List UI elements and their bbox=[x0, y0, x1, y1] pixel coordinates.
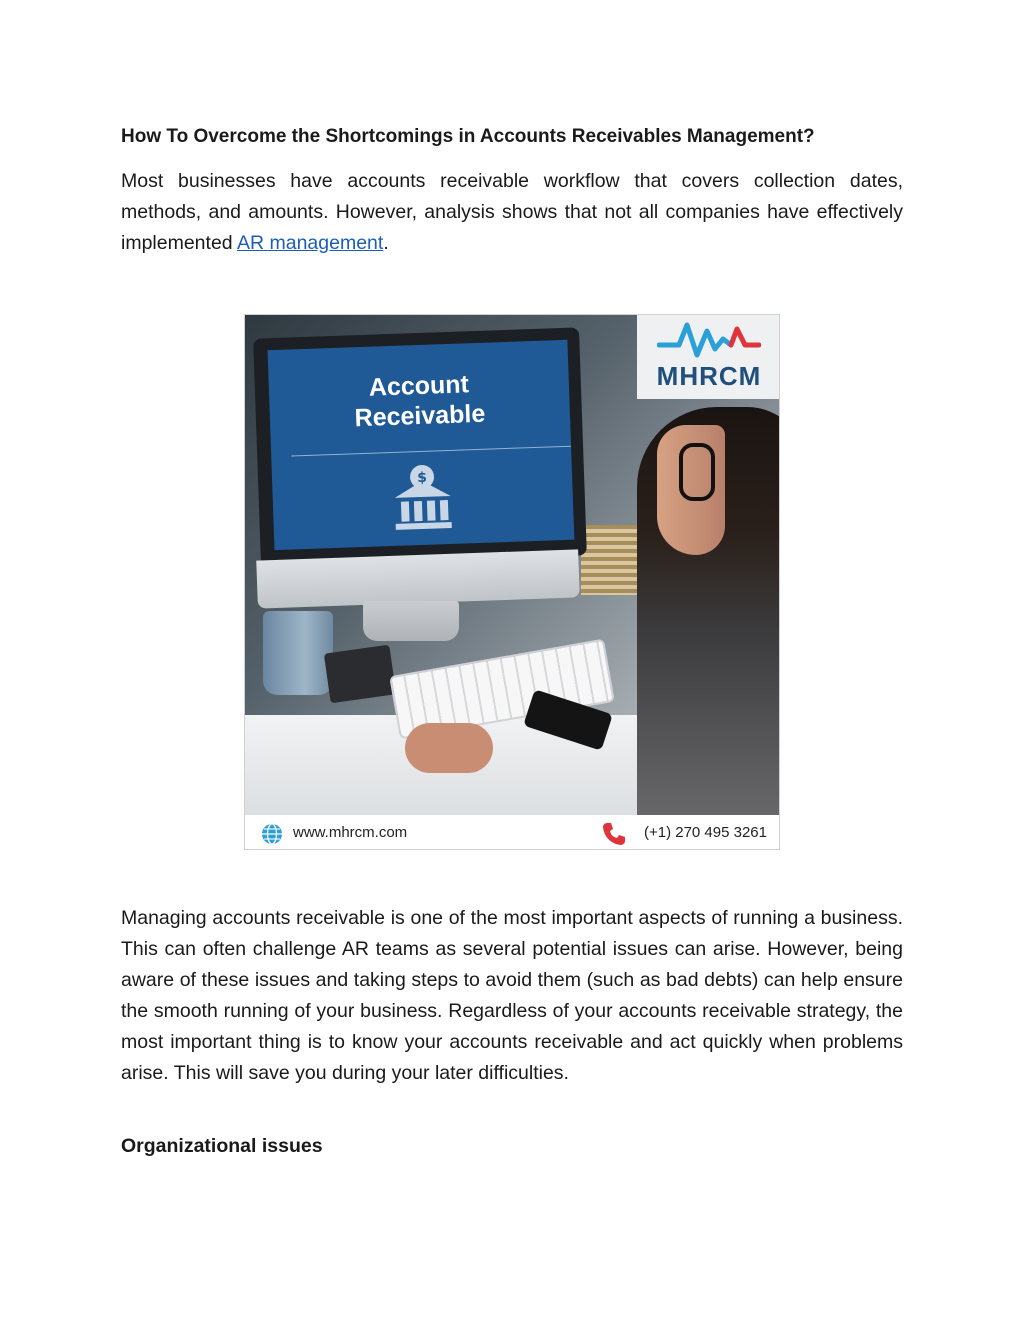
website-url: www.mhrcm.com bbox=[293, 824, 408, 841]
bank-icon bbox=[390, 462, 456, 534]
mhrcm-logo bbox=[637, 315, 780, 399]
promo-image bbox=[244, 314, 780, 850]
monitor-stand bbox=[363, 601, 459, 641]
logo-text: MHRCM bbox=[656, 361, 762, 391]
monitor bbox=[253, 327, 587, 566]
intro-end: . bbox=[383, 232, 389, 254]
screen-title: Account Receivable bbox=[354, 370, 486, 433]
screen-divider bbox=[291, 446, 571, 457]
intro-text: Most businesses have accounts receivable workflow that covers collection dates, methods, and amounts. However, analysis shows that not all companies have effectively implemented bbox=[121, 170, 903, 254]
globe-icon bbox=[261, 823, 283, 845]
intro-paragraph bbox=[121, 166, 903, 259]
mhrcm-logo-mark bbox=[657, 321, 761, 359]
image-footer bbox=[245, 815, 780, 850]
monitor-screen bbox=[268, 340, 575, 550]
headset-icon bbox=[679, 443, 715, 501]
coffee-mug bbox=[263, 611, 333, 695]
phone-number: (+1) 270 495 3261 bbox=[643, 824, 767, 841]
article-heading: How To Overcome the Shortcomings in Accounts Receivables Management? bbox=[121, 126, 815, 147]
svg-text:$: $ bbox=[416, 469, 428, 487]
calculator bbox=[324, 645, 396, 704]
body-paragraph: Managing accounts receivable is one of the most important aspects of running a business. This can often challenge AR teams as several potential issues can arise. However, being aware of these issues and taking steps to avoid them (such as bad debts) can help ensure the smooth running of your business. Regardless of your accounts receivable strategy, the most important thing is to know your accounts receivable and act quickly when problems arise. This will save you during your later difficulties. bbox=[121, 907, 903, 1084]
section-subheading: Organizational issues bbox=[121, 1135, 323, 1157]
hand bbox=[405, 723, 493, 773]
ar-management-link[interactable]: AR management bbox=[236, 232, 384, 254]
